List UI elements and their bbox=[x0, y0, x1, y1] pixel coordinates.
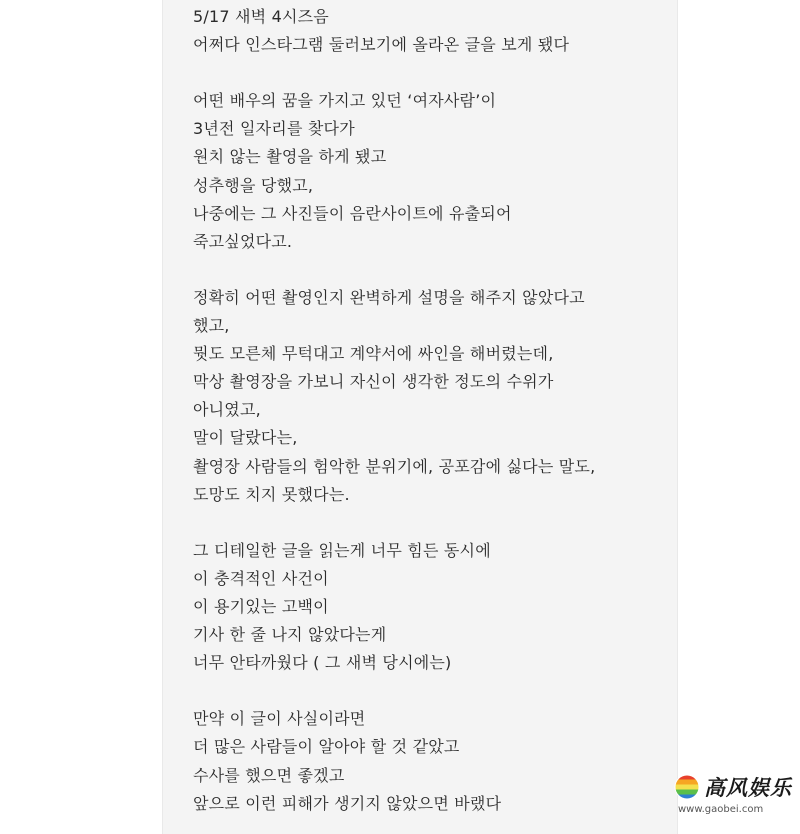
note-line: 너무 안타까웠다 ( 그 새벽 당시에는) bbox=[193, 653, 452, 673]
note-line: 말이 달랐다는, bbox=[193, 428, 298, 448]
note-line: 이 용기있는 고백이 bbox=[193, 596, 329, 616]
watermark-title: 高风娱乐 bbox=[704, 775, 792, 800]
note-line: 했고, bbox=[193, 316, 230, 336]
note-line: 원치 않는 촬영을 하게 됐고 bbox=[193, 147, 387, 167]
note-line: 촬영장 사람들의 험악한 분위기에, 공포감에 싫다는 말도, bbox=[193, 456, 596, 476]
watermark-url: www.gaobei.com bbox=[678, 804, 764, 815]
note-line: 그 디테일한 글을 읽는게 너무 힘든 동시에 bbox=[193, 540, 491, 560]
note-line: 아니였고, bbox=[193, 400, 261, 420]
blank-line bbox=[193, 677, 663, 705]
note-panel bbox=[162, 0, 678, 834]
note-line: 성추행을 당했고, bbox=[193, 175, 314, 195]
blank-line bbox=[193, 256, 663, 284]
note-line: 수사를 했으면 좋겠고 bbox=[193, 765, 345, 785]
note-line: 나중에는 그 사진들이 음란사이트에 유출되어 bbox=[193, 203, 512, 223]
note-line: 만약 이 글이 사실이라면 bbox=[193, 709, 366, 729]
note-line: 더 많은 사람들이 알아야 할 것 같았고 bbox=[193, 737, 460, 757]
note-line: 뭣도 모른체 무턱대고 계약서에 싸인을 해버렸는데, bbox=[193, 344, 554, 364]
note-line: 막상 촬영장을 가보니 자신이 생각한 정도의 수위가 bbox=[193, 372, 554, 392]
note-text bbox=[193, 3, 663, 818]
note-line: 어떤 배우의 꿈을 가지고 있던 ‘여자사람’이 bbox=[193, 91, 497, 111]
note-line: 정확히 어떤 촬영인지 완벽하게 설명을 해주지 않았다고 bbox=[193, 287, 585, 307]
watermark bbox=[672, 764, 796, 824]
note-line: 5/17 새벽 4시즈음 bbox=[193, 7, 329, 26]
note-line: 어쩌다 인스타그램 둘러보기에 올라온 글을 보게 됐다 bbox=[193, 35, 570, 55]
note-line: 죽고싶었다고. bbox=[193, 231, 293, 251]
rainbow-circle-icon bbox=[674, 774, 700, 800]
note-line: 도망도 치지 못했다는. bbox=[193, 484, 350, 504]
note-line: 이 충격적인 사건이 bbox=[193, 568, 329, 588]
note-line: 3년전 일자리를 찾다가 bbox=[193, 119, 355, 139]
note-line: 앞으로 이런 피해가 생기지 않았으면 바랬다 bbox=[193, 793, 502, 813]
note-line: 기사 한 줄 나지 않았다는게 bbox=[193, 625, 387, 645]
blank-line bbox=[193, 59, 663, 87]
blank-line bbox=[193, 509, 663, 537]
